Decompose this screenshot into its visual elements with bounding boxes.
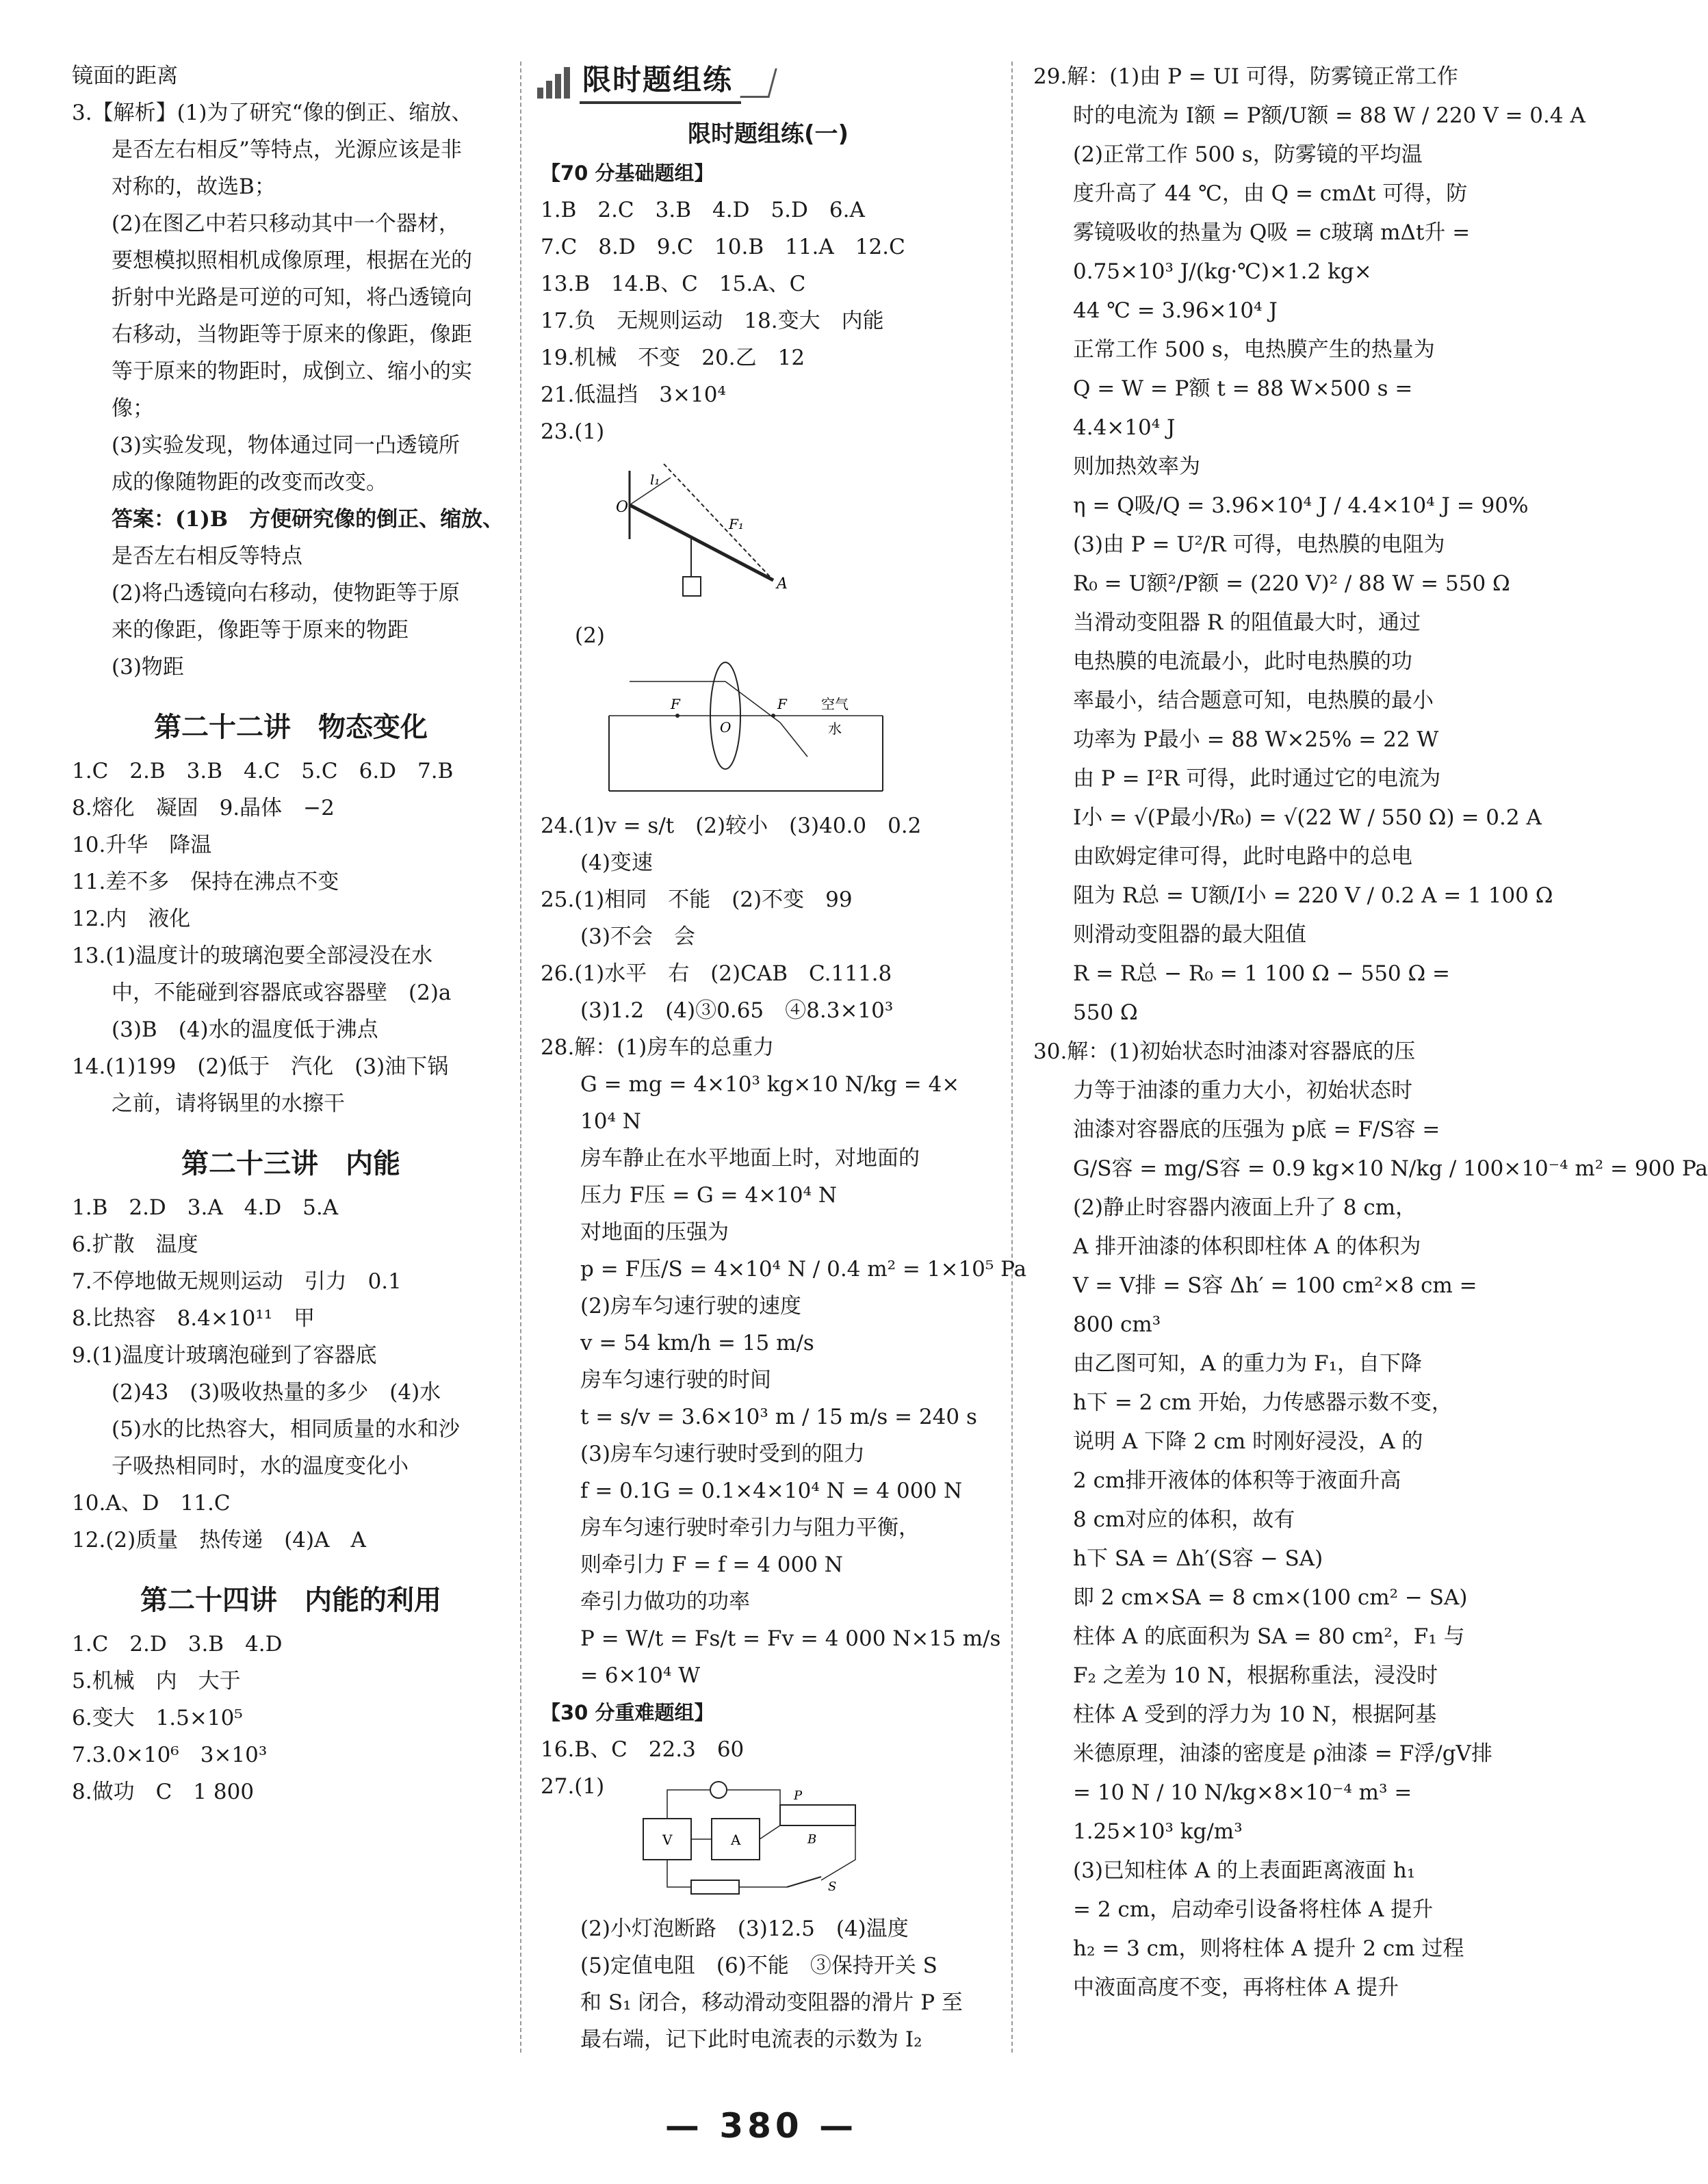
answer-line: (3)不会 会 <box>580 924 695 949</box>
answer-line: (2)43 (3)吸收热量的多少 (4)水 <box>112 1380 441 1405</box>
solution-line: 则加热效率为 <box>1073 454 1200 479</box>
answer-line: v = 54 km/h = 15 m/s <box>580 1331 814 1355</box>
answer-line: 最右端，记下此时电流表的示数为 I₂ <box>580 2027 922 2052</box>
solution-line: V = V排 = S容 Δh′ = 100 cm²×8 cm = <box>1073 1273 1477 1298</box>
weight <box>683 577 701 596</box>
solution-line: h下 SA = Δh′(S容 − SA) <box>1073 1546 1323 1571</box>
answer-line: 房车静止在水平地面上时，对地面的 <box>580 1146 920 1171</box>
answer-line: 1.B 2.D 3.A 4.D 5.A <box>72 1195 339 1220</box>
label-air: 空气 <box>821 696 849 712</box>
subtitle: 限时题组练(一) <box>687 120 849 148</box>
section-heading-24: 第二十四讲 内能的利用 <box>140 1585 441 1616</box>
answer-line: (5)定值电阻 (6)不能 ③保持开关 S <box>580 1953 937 1978</box>
answer-line: 则牵引力 F = f = 4 000 N <box>580 1552 843 1577</box>
answer-line: (3)B (4)水的温度低于沸点 <box>112 1017 378 1042</box>
text-line: (3)实验发现，物体通过同一凸透镜所 <box>112 433 460 458</box>
answer-line: 10.升华 降温 <box>72 833 212 857</box>
solution-line: (3)由 P = U²/R 可得，电热膜的电阻为 <box>1073 532 1445 557</box>
text-line: 右移动，当物距等于原来的像距，像距 <box>112 322 472 347</box>
answer-line: 14.(1)199 (2)低于 汽化 (3)油下锅 <box>72 1054 449 1079</box>
bulb <box>710 1782 727 1798</box>
lever-bar <box>630 505 773 580</box>
rheostat <box>780 1805 855 1825</box>
column-divider <box>1011 62 1013 2053</box>
answer-line: 8.比热容 8.4×10¹¹ 甲 <box>72 1306 315 1331</box>
switch <box>787 1877 821 1887</box>
focus-left <box>675 714 680 718</box>
battery <box>691 1880 739 1894</box>
label-O: O <box>720 719 732 736</box>
answer-line: 13.(1)温度计的玻璃泡要全部浸没在水 <box>72 944 433 968</box>
answer-line: 17.负 无规则运动 18.变大 内能 <box>541 309 884 333</box>
solution-line: 由 P = I²R 可得，此时通过它的电流为 <box>1073 766 1441 791</box>
text-line: 等于原来的物距时，成倒立、缩小的实 <box>112 359 472 384</box>
solution-line: (2)静止时容器内液面上升了 8 cm， <box>1073 1195 1417 1220</box>
text-line: 镜面的距离 <box>72 64 178 88</box>
answer-line: 28.解：(1)房车的总重力 <box>541 1035 775 1060</box>
solution-line: (3)已知柱体 A 的上表面距离液面 h₁ <box>1073 1858 1416 1883</box>
answer-line: (5)水的比热容大，相同质量的水和沙 <box>112 1417 460 1442</box>
solution-line: 米德原理，油漆的密度是 ρ油漆 = F浮/gV排 <box>1073 1741 1492 1766</box>
solution-line: F₂ 之差为 10 N，根据称重法，浸没时 <box>1073 1663 1438 1688</box>
focus-right <box>771 714 775 718</box>
label-F-left: F <box>671 696 680 712</box>
column-3 <box>1033 57 1708 2007</box>
answer-line: 21.低温挡 3×10⁴ <box>541 382 726 407</box>
answer-line: (2)小灯泡断路 (3)12.5 (4)温度 <box>580 1916 909 1941</box>
solution-line: 8 cm对应的体积，故有 <box>1073 1507 1295 1532</box>
answer-line: 压力 F压 = G = 4×10⁴ N <box>580 1183 838 1208</box>
answer-line: f = 0.1G = 0.1×4×10⁴ N = 4 000 N <box>580 1479 963 1503</box>
text-line: 是否左右相反”等特点，光源应该是非 <box>112 138 462 162</box>
solution-line: 阻为 R总 = U额/I小 = 220 V / 0.2 A = 1 100 Ω <box>1073 883 1553 908</box>
text-line: 像； <box>112 396 154 421</box>
solution-line: R = R总 − R₀ = 1 100 Ω − 550 Ω = <box>1073 961 1451 986</box>
answer-line: 12.内 液化 <box>72 907 191 931</box>
answer-line: 6.扩散 温度 <box>72 1232 198 1257</box>
solution-line: 率最小，结合题意可知，电热膜的最小 <box>1073 688 1434 713</box>
answer-line: 16.B、C 22.3 60 <box>541 1737 745 1762</box>
label-A: A <box>777 575 788 593</box>
answer-line: p = F压/S = 4×10⁴ N / 0.4 m² = 1×10⁵ Pa <box>580 1257 1027 1282</box>
solution-line: h下 = 2 cm 开始，力传感器示数不变， <box>1073 1390 1453 1415</box>
solution-line: η = Q吸/Q = 3.96×10⁴ J / 4.4×10⁴ J = 90% <box>1073 493 1529 518</box>
answer-line: 房车匀速行驶时牵引力与阻力平衡， <box>580 1516 920 1540</box>
solution-line: 550 Ω <box>1073 1000 1138 1025</box>
force-line <box>664 464 773 580</box>
solution-line: (2)正常工作 500 s，防雾镜的平均温 <box>1073 142 1423 167</box>
answer-line: (2)房车匀速行驶的速度 <box>580 1294 801 1318</box>
solution-line: 力等于油漆的重力大小，初始状态时 <box>1073 1078 1412 1103</box>
answer-line: 7.C 8.D 9.C 10.B 11.A 12.C <box>541 235 905 259</box>
label-F1: F₁ <box>729 516 744 532</box>
solution-line: 功率为 P最小 = 88 W×25% = 22 W <box>1073 727 1439 752</box>
answer-line: (3)房车匀速行驶时受到的阻力 <box>580 1442 865 1466</box>
group-label: 【70 分基础题组】 <box>541 161 714 185</box>
answer-line: 1.B 2.C 3.B 4.D 5.D 6.A <box>541 198 865 222</box>
answer-line: 24.(1)v = s/t (2)较小 (3)40.0 0.2 <box>541 814 922 838</box>
answer-line: 25.(1)相同 不能 (2)不变 99 <box>541 887 853 912</box>
banner-title: 限时题组练 <box>580 62 741 104</box>
refracted-ray-water <box>780 723 807 757</box>
solution-line: 由欧姆定律可得，此时电路中的总电 <box>1073 844 1412 869</box>
solution-line: 由乙图可知，A 的重力为 F₁，自下降 <box>1073 1351 1423 1376</box>
answer-line: 7.3.0×10⁶ 3×10³ <box>72 1743 268 1767</box>
label-F-right: F <box>777 696 787 712</box>
solution-line: h₂ = 3 cm，则将柱体 A 提升 2 cm 过程 <box>1073 1936 1464 1961</box>
answer-line: 之前，请将锅里的水擦干 <box>112 1091 345 1116</box>
text-line: 来的像距，像距等于原来的物距 <box>112 618 409 642</box>
answer-line: 27.(1) <box>541 1774 605 1799</box>
answer-line: 牵引力做功的功率 <box>580 1589 750 1614</box>
solution-line: 当滑动变阻器 R 的阻值最大时，通过 <box>1073 610 1421 635</box>
answer-line: 19.机械 不变 20.乙 12 <box>541 346 805 370</box>
text-line: (2)在图乙中若只移动其中一个器材， <box>112 211 460 236</box>
answer-line: 中，不能碰到容器底或容器壁 (2)a <box>112 980 452 1005</box>
answer-line: 9.(1)温度计玻璃泡碰到了容器底 <box>72 1343 377 1368</box>
solution-line: = 2 cm，启动牵引设备将柱体 A 提升 <box>1073 1897 1434 1922</box>
solution-line: 即 2 cm×SA = 8 cm×(100 cm² − SA) <box>1073 1585 1468 1610</box>
solution-line: 44 ℃ = 3.96×10⁴ J <box>1073 298 1278 323</box>
solution-line: G/S容 = mg/S容 = 0.9 kg×10 N/kg / 100×10⁻⁴ m² = 900 Pa <box>1073 1156 1708 1181</box>
solution-line: I小 = √(P最小/R₀) = √(22 W / 550 Ω) = 0.2 A <box>1073 805 1542 830</box>
solution-line: 时的电流为 I额 = P额/U额 = 88 W / 220 V = 0.4 A <box>1073 103 1586 128</box>
solution-line: 29.解：(1)由 P = UI 可得，防雾镜正常工作 <box>1033 64 1458 89</box>
column-divider <box>520 62 521 2053</box>
solution-line: 则滑动变阻器的最大阻值 <box>1073 922 1306 947</box>
answer-line: 6.变大 1.5×10⁵ <box>72 1706 243 1730</box>
solution-line: 说明 A 下降 2 cm 时刚好浸没，A 的 <box>1073 1429 1423 1454</box>
label-water: 水 <box>828 720 842 737</box>
text-line: 要想模拟照相机成像原理，根据在光的 <box>112 248 472 273</box>
solution-line: 柱体 A 的底面积为 SA = 80 cm²，F₁ 与 <box>1073 1624 1465 1649</box>
answer-line: 12.(2)质量 热传递 (4)A A <box>72 1528 366 1552</box>
answer-line: 10⁴ N <box>580 1109 641 1134</box>
solution-line: Q = W = P额 t = 88 W×500 s = <box>1073 376 1413 401</box>
solution-line: 中液面高度不变，再将柱体 A 提升 <box>1073 1975 1399 2000</box>
solution-line: = 10 N / 10 N/kg×8×10⁻⁴ m³ = <box>1073 1780 1412 1805</box>
answer-line: 26.(1)水平 右 (2)CAB C.111.8 <box>541 961 892 986</box>
text-line: (3)物距 <box>112 655 184 679</box>
label-l1: l₁ <box>650 471 660 488</box>
answer-line: 23.(1) <box>541 419 605 444</box>
text-line: (2)将凸透镜向右移动，使物距等于原 <box>112 581 460 606</box>
answer-line: 13.B 14.B、C 15.A、C <box>541 272 806 296</box>
lens-diagram <box>602 661 890 798</box>
solution-line: 1.25×10³ kg/m³ <box>1073 1819 1243 1844</box>
text-line: 折射中光路是可逆的可知，将凸透镜向 <box>112 285 472 310</box>
answer-line: 11.差不多 保持在沸点不变 <box>72 870 339 894</box>
banner-decoration <box>740 68 777 98</box>
solution-line: 800 cm³ <box>1073 1312 1161 1337</box>
solution-line: 4.4×10⁴ J <box>1073 415 1176 440</box>
answer-line: 对地面的压强为 <box>580 1220 729 1245</box>
page-number: — 380 — <box>664 2106 858 2146</box>
column-2 <box>541 57 1027 2058</box>
lever-diagram <box>602 457 807 608</box>
solution-line: 油漆对容器底的压强为 p底 = F/S容 = <box>1073 1117 1440 1142</box>
solution-line: 2 cm排开液体的体积等于液面升高 <box>1073 1468 1401 1493</box>
group-label: 【30 分重难题组】 <box>541 1701 714 1724</box>
label-B: B <box>807 1832 817 1847</box>
label-P: P <box>794 1789 803 1803</box>
answer-line: G = mg = 4×10³ kg×10 N/kg = 4× <box>580 1072 960 1097</box>
answer-line: t = s/v = 3.6×10³ m / 15 m/s = 240 s <box>580 1405 977 1429</box>
text-line: 对称的，故选B； <box>112 174 276 199</box>
answer-line: 8.做功 C 1 800 <box>72 1780 255 1804</box>
answer-line: 1.C 2.B 3.B 4.C 5.C 6.D 7.B <box>72 759 454 783</box>
text-line: 成的像随物距的改变而改变。 <box>112 470 387 495</box>
answer-line: 7.不停地做无规则运动 引力 0.1 <box>72 1269 402 1294</box>
answer-line: = 6×10⁴ W <box>580 1663 701 1688</box>
label-O: O <box>616 499 629 516</box>
answer-line: 子吸热相同时，水的温度变化小 <box>112 1454 409 1479</box>
text-line: 3.【解析】(1)为了研究“像的倒正、缩放、 <box>72 101 473 125</box>
label-A-meter: A <box>731 1832 741 1848</box>
answer-line: 和 S₁ 闭合，移动滑动变阻器的滑片 P 至 <box>580 1990 963 2015</box>
section-heading-22: 第二十二讲 物态变化 <box>154 712 428 743</box>
solution-line: 正常工作 500 s，电热膜产生的热量为 <box>1073 337 1435 362</box>
answer-line: 房车匀速行驶的时间 <box>580 1368 771 1392</box>
solution-line: 度升高了 44 ℃，由 Q = cmΔt 可得，防 <box>1073 181 1468 206</box>
section-heading-23: 第二十三讲 内能 <box>181 1148 400 1180</box>
answer-line: (3)1.2 (4)③0.65 ④8.3×10³ <box>580 998 894 1023</box>
text-line: 是否左右相反等特点 <box>112 544 302 569</box>
solution-line: 0.75×10³ J/(kg·℃)×1.2 kg× <box>1073 259 1372 284</box>
answer-line: (4)变速 <box>580 850 653 875</box>
label-S: S <box>828 1880 837 1894</box>
column-1 <box>72 57 510 1810</box>
solution-line: 雾镜吸收的热量为 Q吸 = c玻璃 mΔt升 = <box>1073 220 1471 245</box>
answer-line: 1.C 2.D 3.B 4.D <box>72 1632 283 1656</box>
bar-chart-icon <box>537 67 574 99</box>
answer-line: (2) <box>575 623 605 648</box>
solution-line: 30.解：(1)初始状态时油漆对容器底的压 <box>1033 1039 1416 1064</box>
solution-line: A 排开油漆的体积即柱体 A 的体积为 <box>1073 1234 1421 1259</box>
answer-line: P = W/t = Fs/t = Fv = 4 000 N×15 m/s <box>580 1626 1001 1651</box>
answer-line: 10.A、D 11.C <box>72 1491 231 1516</box>
solution-line: 电热膜的电流最小，此时电热膜的功 <box>1073 649 1412 674</box>
solution-line: R₀ = U额²/P额 = (220 V)² / 88 W = 550 Ω <box>1073 571 1510 596</box>
answer-line: 8.熔化 凝固 9.晶体 −2 <box>72 796 335 820</box>
text-line: 答案：(1)B 方便研究像的倒正、缩放、 <box>112 507 504 532</box>
circuit-diagram <box>630 1778 876 1901</box>
label-V: V <box>662 1832 673 1848</box>
solution-line: 柱体 A 受到的浮力为 10 N，根据阿基 <box>1073 1702 1437 1727</box>
section-banner <box>537 57 996 108</box>
answer-line: 5.机械 内 大于 <box>72 1669 241 1693</box>
